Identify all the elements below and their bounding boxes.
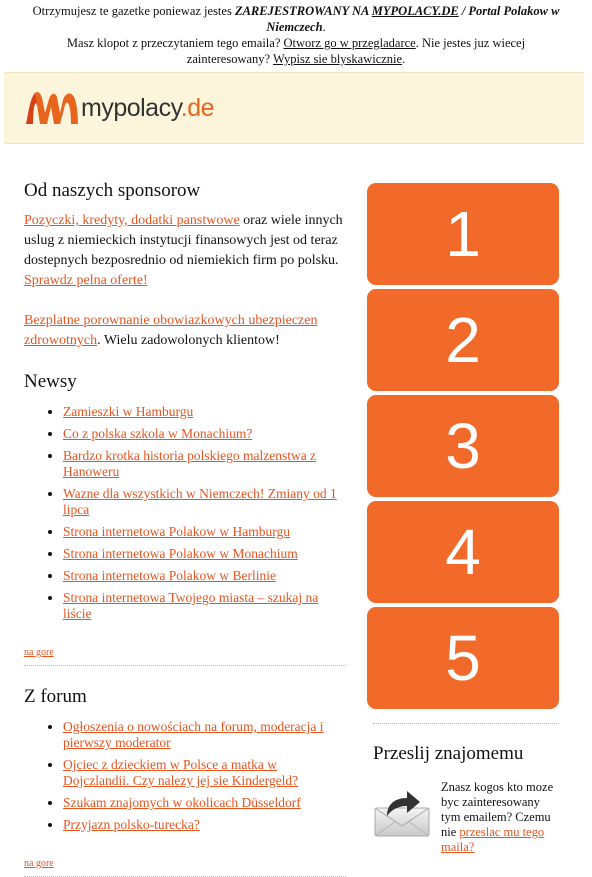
header-line-2 bbox=[24, 35, 568, 67]
news-link[interactable]: Strona internetowa Polakow w Berlinie bbox=[63, 568, 276, 583]
sponsors-title: Od naszych sponsorow bbox=[24, 180, 201, 201]
friend-prompt: Znasz kogos kto moze byc zainteresowany tym emailem? Czemu nie bbox=[441, 780, 554, 839]
header-line-1 bbox=[24, 3, 568, 35]
list-item bbox=[63, 546, 346, 562]
insurance-compare-link[interactable]: Bezplatne porownanie obowiazkowych ubezpieczen zdrowotnych bbox=[24, 313, 318, 348]
sponsors-paragraph-1 bbox=[24, 211, 346, 291]
header-end-dot: . bbox=[402, 52, 406, 66]
main-column bbox=[24, 180, 346, 877]
list-item bbox=[63, 817, 346, 833]
news-link[interactable]: Strona internetowa Polakow w Monachium bbox=[63, 546, 298, 561]
news-title: Newsy bbox=[24, 371, 77, 392]
forum-title: Z forum bbox=[24, 686, 87, 707]
ad-tile-4[interactable]: 4 bbox=[367, 501, 559, 603]
forum-link[interactable]: Przyjazn polsko-turecka? bbox=[63, 817, 200, 832]
ad-tile-5[interactable]: 5 bbox=[367, 607, 559, 709]
ad-tile-1[interactable]: 1 bbox=[367, 183, 559, 285]
envelope-forward-icon bbox=[373, 786, 431, 838]
news-link[interactable]: Co z polska szkola w Monachium? bbox=[63, 426, 253, 441]
send-to-friend-link[interactable]: przeslac mu tego maila? bbox=[441, 825, 545, 854]
list-item bbox=[63, 795, 346, 811]
send-to-friend-text bbox=[441, 780, 559, 855]
unsub-question: . Nie jestes juz wiecej zainteresowany? bbox=[186, 36, 526, 66]
mypolacy-logo[interactable] bbox=[24, 90, 214, 126]
news-link[interactable]: Strona internetowa Polakow w Hamburgu bbox=[63, 524, 290, 539]
back-to-top-link[interactable]: na gore bbox=[24, 858, 54, 869]
site-link[interactable]: MYPOLACY.DE bbox=[371, 4, 459, 18]
send-to-friend-title: Przeslij znajomemu bbox=[373, 743, 524, 764]
header-dot: . bbox=[322, 20, 326, 34]
list-item bbox=[63, 448, 346, 480]
send-to-friend-box bbox=[373, 780, 559, 855]
logo-banner bbox=[4, 72, 584, 144]
logo-m-icon bbox=[24, 91, 80, 125]
list-item bbox=[63, 426, 346, 442]
list-item bbox=[63, 486, 346, 518]
full-offer-link[interactable]: Sprawdz pelna oferte! bbox=[24, 273, 148, 288]
news-link[interactable]: Bardzo krotka historia polskiego malzenstwa z Hanoweru bbox=[63, 448, 317, 479]
email-header-notice bbox=[0, 0, 592, 67]
list-item bbox=[63, 524, 346, 540]
forum-link[interactable]: Szukam znajomych w okolicach Düsseldorf bbox=[63, 795, 301, 810]
open-in-browser-link[interactable]: Otworz go w przegladarce bbox=[283, 36, 416, 50]
sidebar-column bbox=[367, 183, 559, 855]
unsubscribe-link[interactable]: Wypisz sie blyskawicznie bbox=[273, 52, 403, 66]
list-item bbox=[63, 757, 346, 789]
sponsors-text-1: oraz wiele innych uslug z niemieckich instytucji finansowych jest od teraz dostepnych bezposrednio od niemiekich firm po polsku. bbox=[24, 213, 343, 268]
news-link[interactable]: Zamieszki w Hamburgu bbox=[63, 404, 194, 419]
news-list bbox=[24, 404, 346, 622]
list-item bbox=[63, 719, 346, 751]
forum-link[interactable]: Ogłoszenia o nowościach na forum, moderacja i pierwszy moderator bbox=[63, 719, 324, 750]
ad-tile-3[interactable]: 3 bbox=[367, 395, 559, 497]
sponsors-text-2: . Wielu zadowolonych klientow! bbox=[97, 333, 280, 348]
logo-text bbox=[81, 94, 214, 123]
forum-link[interactable]: Ojciec z dzieckiem w Polsce a matka w Dojczlandii. Czy nalezy jej sie Kindergeld? bbox=[63, 757, 299, 788]
header-text: Otrzymujesz te gazetke poniewaz jestes bbox=[32, 4, 235, 18]
list-item bbox=[63, 568, 346, 584]
logo-text-main: mypolacy bbox=[81, 93, 181, 122]
ad-tile-2[interactable]: 2 bbox=[367, 289, 559, 391]
back-to-top-link[interactable]: na gore bbox=[24, 647, 54, 658]
divider bbox=[24, 665, 346, 666]
registered-text: ZAREJESTROWANY NA bbox=[234, 4, 372, 18]
loans-link[interactable]: Pozyczki, kredyty, dodatki panstwowe bbox=[24, 213, 240, 228]
news-link[interactable]: Wazne dla wszystkich w Niemczech! Zmiany od 1 lipca bbox=[63, 486, 337, 517]
divider bbox=[373, 723, 559, 724]
logo-text-ext: .de bbox=[180, 93, 215, 122]
sponsors-paragraph-2 bbox=[24, 311, 346, 351]
list-item bbox=[63, 590, 346, 622]
list-item bbox=[63, 404, 346, 420]
portal-text: / Portal Polakow w Niemczech bbox=[266, 4, 560, 34]
trouble-text: Masz klopot z przeczytaniem tego emaila? bbox=[66, 36, 284, 50]
forum-list bbox=[24, 719, 346, 833]
news-link[interactable]: Strona internetowa Twojego miasta – szukaj na liście bbox=[63, 590, 319, 621]
